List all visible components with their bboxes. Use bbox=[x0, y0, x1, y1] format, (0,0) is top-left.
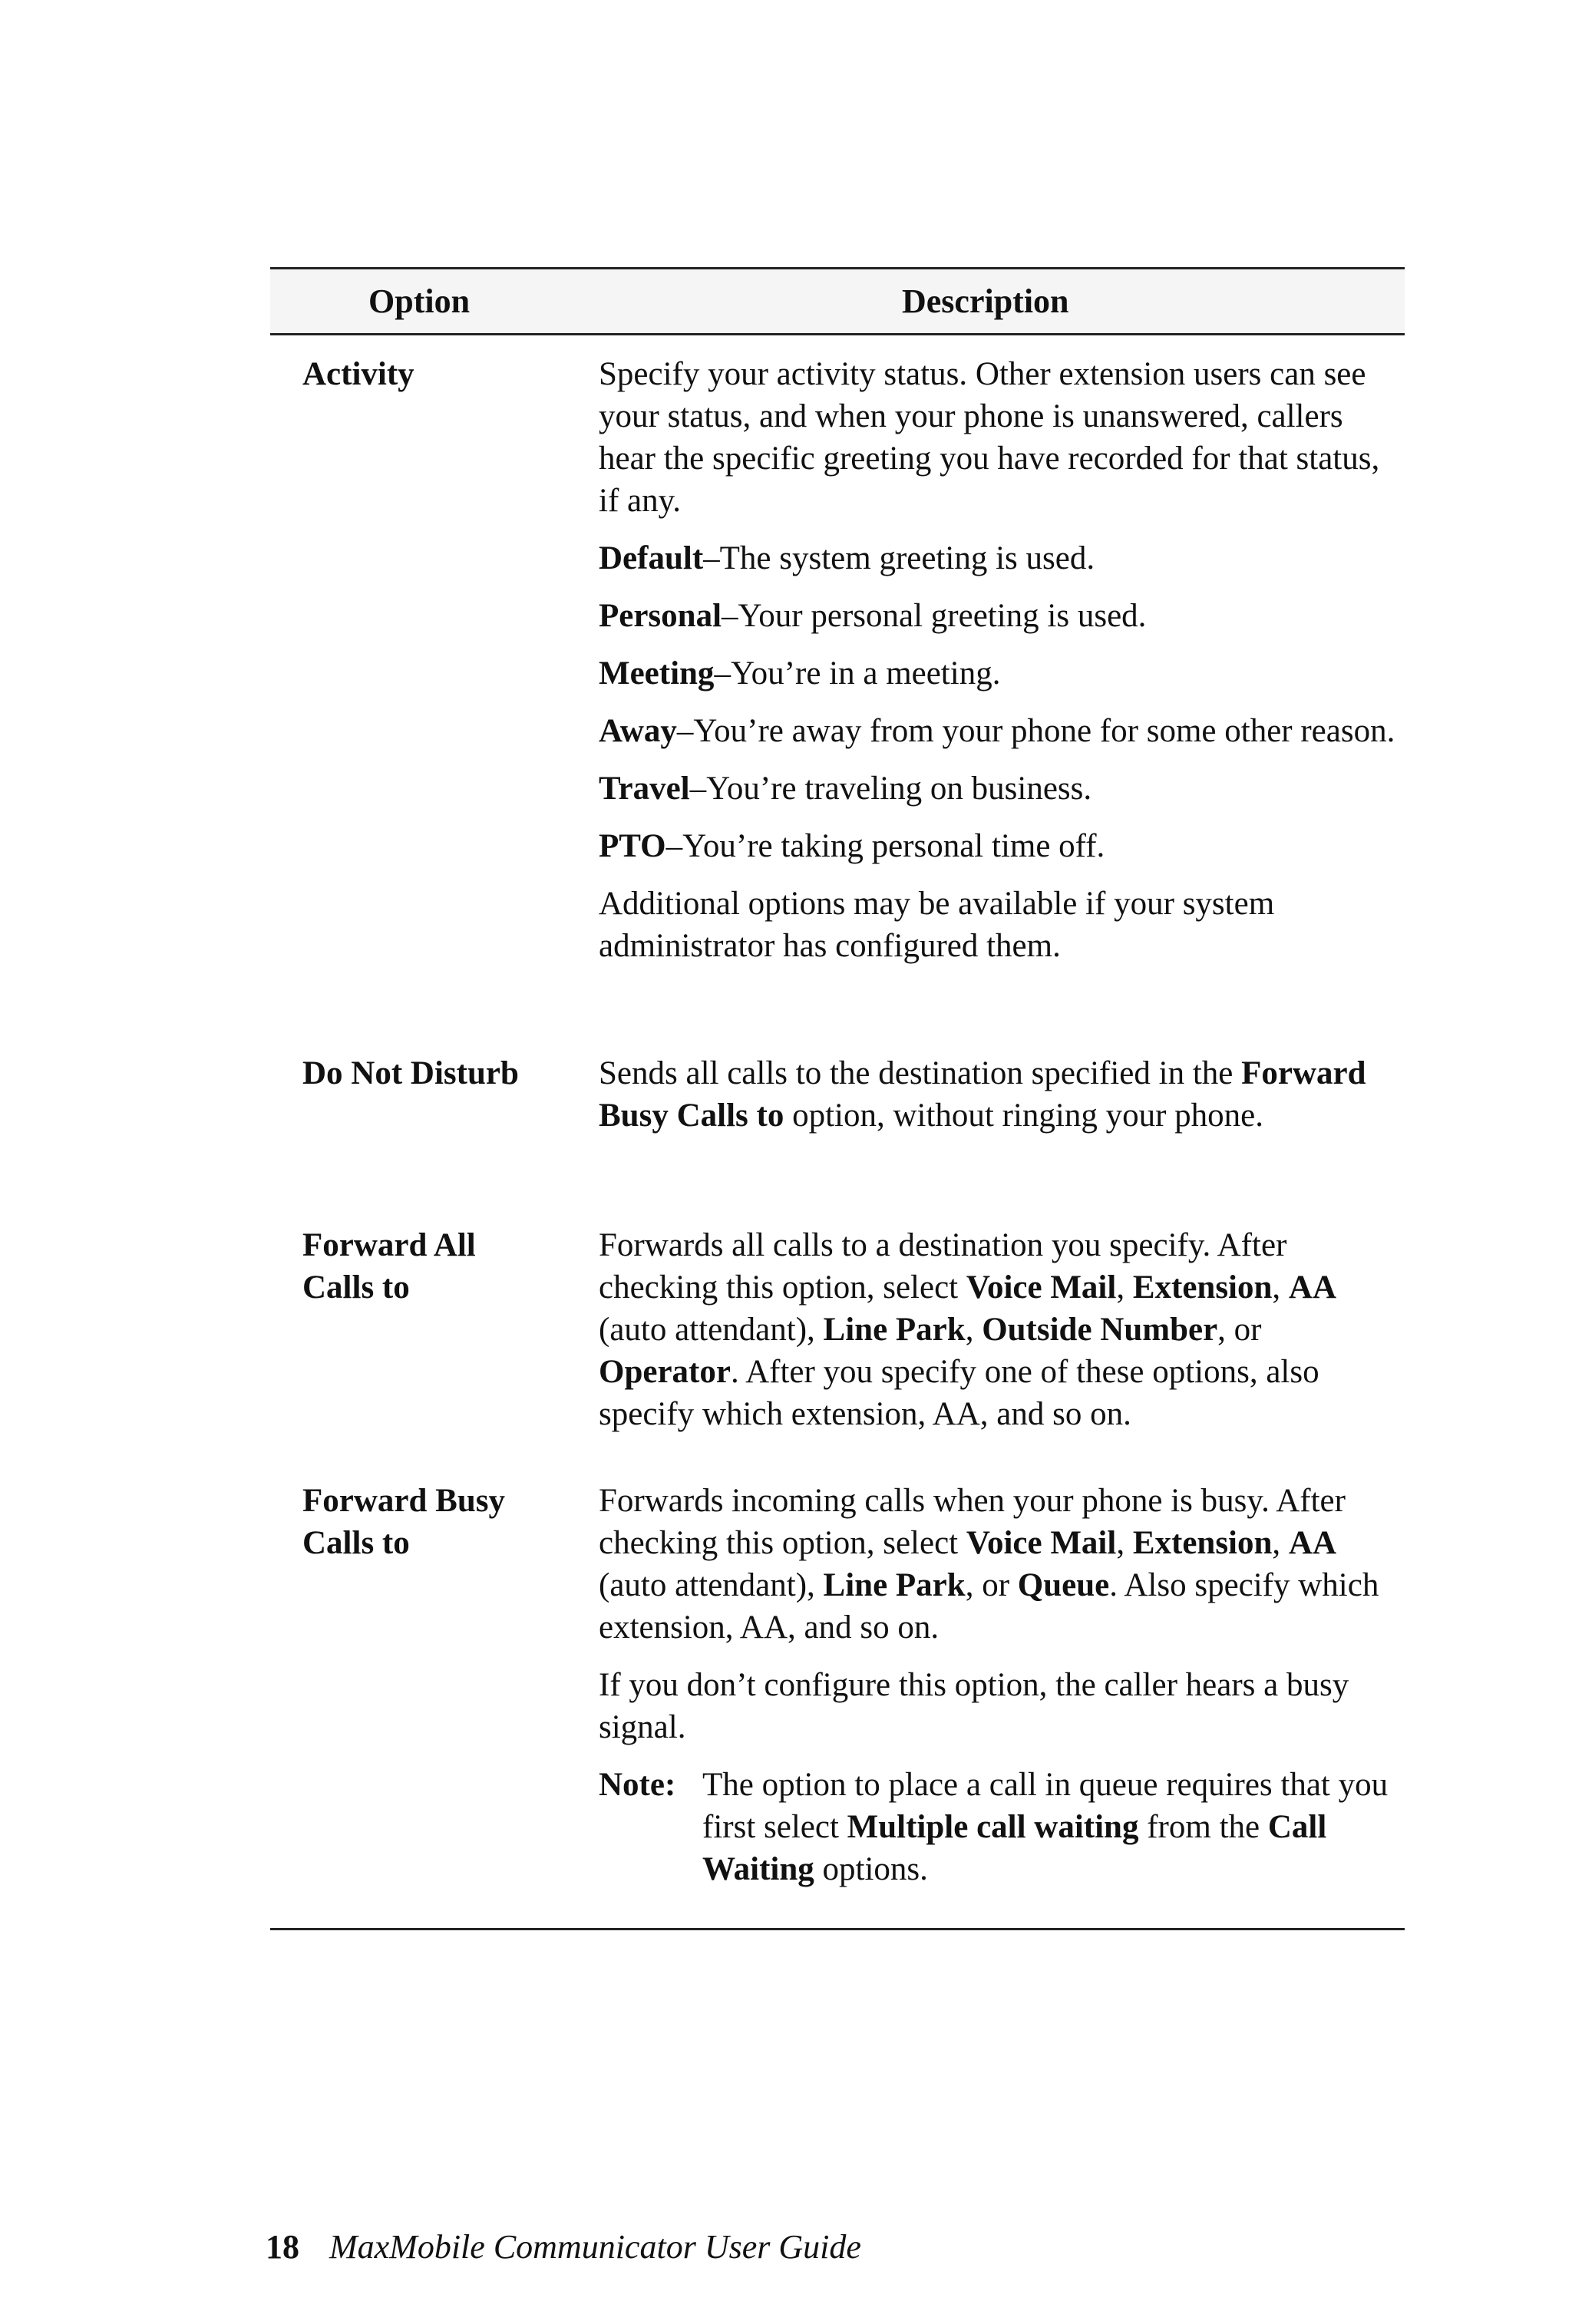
activity-item: Default–The system greeting is used. bbox=[599, 540, 1095, 576]
note-label: Note: bbox=[599, 1767, 676, 1803]
page-footer bbox=[266, 2227, 861, 2267]
note-text: The option to place a call in queue requires that you first select Multiple call waiting from the Call Waiting options. bbox=[702, 1767, 1389, 1887]
guide-title: MaxMobile Communicator User Guide bbox=[329, 2228, 861, 2266]
row-label-forward-busy: Forward Busy Calls to bbox=[302, 1483, 505, 1561]
activity-item: Travel–You’re traveling on business. bbox=[599, 771, 1092, 807]
row-desc-do-not-disturb: Sends all calls to the destination specified in the Forward Busy Calls to option, without ringing your phone. bbox=[599, 1055, 1366, 1134]
row-label-do-not-disturb: Do Not Disturb bbox=[302, 1055, 519, 1091]
header-description: Description bbox=[902, 282, 1069, 320]
row-desc-forward-all: Forwards all calls to a destination you specify. After checking this option, select Voice Mail, Extension, AA (auto attendant), Line Park, Outside Number, or Operator. After you specify one of these options, also specify which extension, AA, and so on. bbox=[599, 1227, 1337, 1432]
row-label-activity: Activity bbox=[302, 356, 414, 392]
activity-item: Meeting–You’re in a meeting. bbox=[599, 655, 1001, 692]
row-desc-activity bbox=[599, 353, 1397, 982]
note bbox=[599, 1764, 1397, 1890]
row-desc-forward-busy: Forwards incoming calls when your phone is busy. After checking this option, select Voice Mail, Extension, AA (auto attendant), Line Park, or Queue. Also specify which extension, AA, and so on. If you don’t configure this option, the caller hears a busy signal. Note: The option to place a call in queue requires that you first select Multiple call waiting from the Call Waiting options. bbox=[599, 1480, 1397, 1890]
activity-outro: Additional options may be available if your system administrator has configured them. bbox=[599, 886, 1275, 964]
row-label-forward-all: Forward All Calls to bbox=[302, 1227, 476, 1306]
activity-item: Away–You’re away from your phone for some other reason. bbox=[599, 713, 1395, 749]
table-bottom-rule bbox=[270, 1928, 1405, 1930]
table-header bbox=[270, 269, 1405, 335]
page-number: 18 bbox=[266, 2228, 299, 2266]
forward-busy-p2: If you don’t configure this option, the caller hears a busy signal. bbox=[599, 1667, 1349, 1745]
header-option: Option bbox=[368, 282, 471, 320]
activity-item: Personal–Your personal greeting is used. bbox=[599, 598, 1147, 634]
activity-intro: Specify your activity status. Other extension users can see your status, and when your phone is unanswered, callers hear the specific greeting you have recorded for that status, if any. bbox=[599, 356, 1380, 519]
activity-item: PTO–You’re taking personal time off. bbox=[599, 828, 1105, 864]
